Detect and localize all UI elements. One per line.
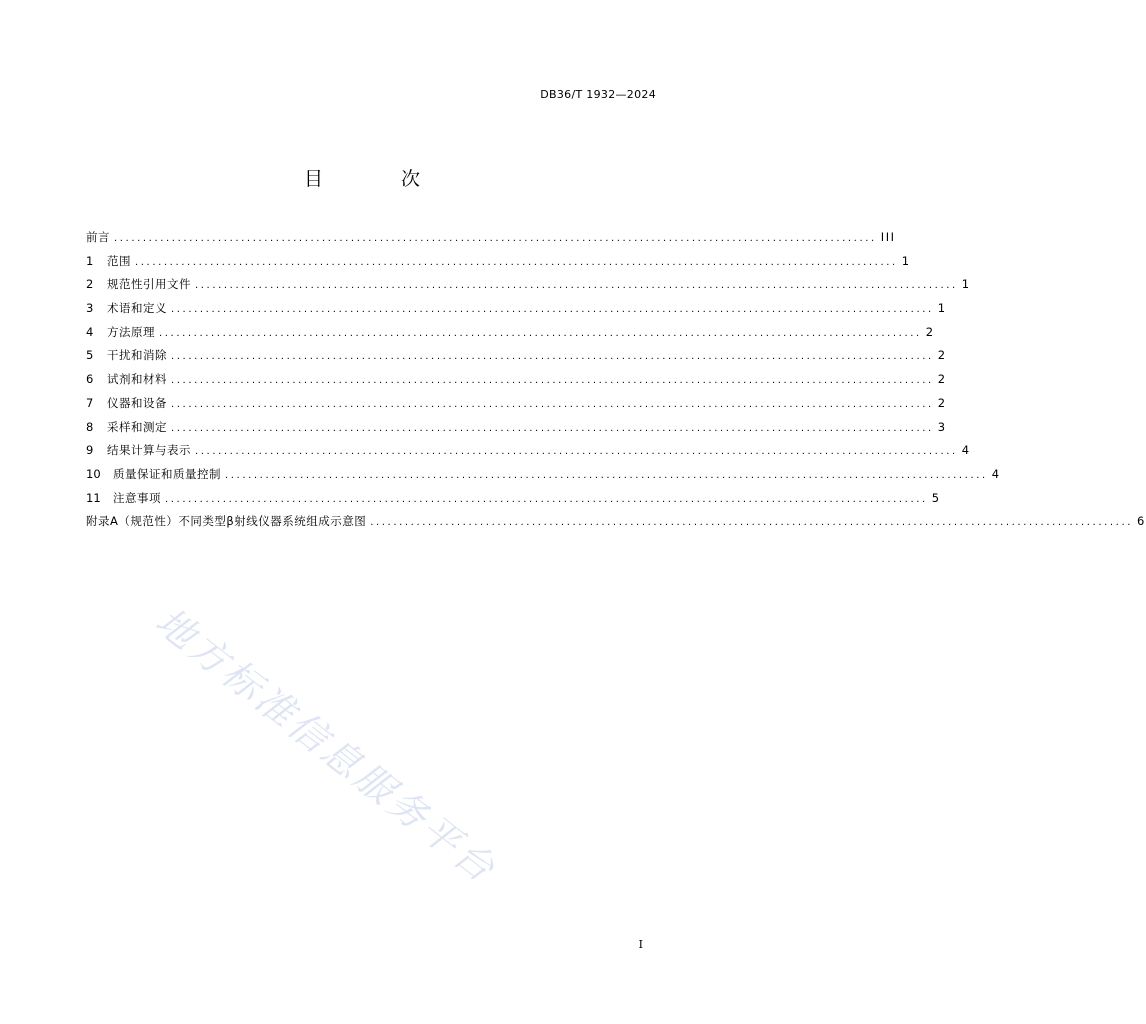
toc-title: 目 次	[303, 168, 457, 190]
toc-entry-number: 2	[86, 277, 94, 292]
toc-leader-dots: ....................................................................................................................................	[171, 422, 934, 434]
toc-leader-dots: ....................................................................................................................................	[135, 256, 898, 268]
toc-entry-results[interactable]	[86, 441, 971, 465]
toc-entry-page: 1	[937, 301, 947, 316]
toc-entry-label: 采样和测定	[107, 419, 167, 434]
toc-entry-number: 6	[86, 372, 94, 387]
toc-entry-number: 1	[86, 253, 94, 268]
toc-list	[86, 228, 1146, 536]
toc-entry-normative-references[interactable]	[86, 275, 971, 299]
toc-entry-label: 注意事项	[113, 490, 161, 505]
toc-entry-number: 9	[86, 443, 94, 458]
toc-entry-reagents[interactable]	[86, 370, 947, 394]
toc-entry-label: 仪器和设备	[107, 395, 167, 410]
toc-entry-page: 4	[991, 466, 1001, 481]
toc-entry-page: 2	[937, 372, 947, 387]
toc-entry-number: 10	[86, 466, 101, 481]
toc-entry-page: 1	[901, 253, 911, 268]
toc-entry-label: 前言	[86, 230, 110, 244]
toc-entry-instruments[interactable]	[86, 394, 947, 418]
toc-entry-scope[interactable]	[86, 252, 911, 276]
toc-entry-label: 术语和定义	[107, 301, 167, 316]
toc-entry-page: 4	[961, 443, 971, 458]
toc-entry-precautions[interactable]	[86, 489, 941, 513]
toc-leader-dots: ....................................................................................................................................	[159, 327, 922, 339]
toc-entry-number: 8	[86, 419, 94, 434]
toc-entry-number: 7	[86, 395, 94, 410]
toc-entry-label: 结果计算与表示	[107, 443, 191, 458]
toc-entry-appendix-a[interactable]	[86, 512, 1146, 536]
toc-leader-dots: ....................................................................................................................................	[171, 398, 934, 410]
toc-leader-dots: ....................................................................................................................................	[165, 493, 928, 505]
toc-entry-label: 附录A（规范性）不同类型β射线仪器系统组成示意图	[86, 514, 367, 529]
toc-entry-page: 2	[937, 348, 947, 363]
toc-entry-number: 11	[86, 490, 101, 505]
toc-entry-page: 6	[1137, 514, 1146, 529]
toc-leader-dots: ....................................................................................................................................	[171, 351, 934, 363]
toc-entry-terms-definitions[interactable]	[86, 299, 947, 323]
toc-leader-dots: ....................................................................................................................................	[171, 375, 934, 387]
toc-entry-page: 2	[925, 324, 935, 339]
toc-leader-dots: ....................................................................................................................................	[195, 280, 958, 292]
page-number: I	[638, 938, 643, 951]
toc-entry-number: 3	[86, 301, 94, 316]
toc-entry-number: 5	[86, 348, 94, 363]
toc-leader-dots: ....................................................................................................................................	[114, 233, 877, 244]
toc-entry-page: III	[880, 230, 896, 244]
toc-entry-foreword[interactable]	[86, 228, 896, 252]
toc-entry-quality-control[interactable]	[86, 465, 1001, 489]
toc-entry-label: 试剂和材料	[107, 372, 167, 387]
toc-entry-label: 范围	[107, 253, 131, 268]
toc-entry-sampling[interactable]	[86, 418, 947, 442]
toc-entry-method-principle[interactable]	[86, 323, 935, 347]
toc-entry-page: 1	[961, 277, 971, 292]
toc-entry-label: 方法原理	[107, 324, 155, 339]
toc-leader-dots: ....................................................................................................................................	[171, 304, 934, 316]
toc-entry-label: 干扰和消除	[107, 348, 167, 363]
toc-entry-label: 质量保证和质量控制	[113, 466, 221, 481]
toc-entry-page: 5	[931, 490, 941, 505]
toc-entry-interference[interactable]	[86, 346, 947, 370]
watermark: 地方标准信息服务平台	[147, 599, 506, 893]
toc-entry-page: 2	[937, 395, 947, 410]
document-code: DB36/T 1932—2024	[540, 88, 656, 101]
toc-leader-dots: ....................................................................................................................................	[195, 446, 958, 458]
toc-entry-number: 4	[86, 324, 94, 339]
toc-entry-label: 规范性引用文件	[107, 277, 191, 292]
toc-leader-dots: ....................................................................................................................................	[225, 469, 988, 481]
toc-entry-page: 3	[937, 419, 947, 434]
toc-leader-dots: ....................................................................................................................................	[370, 517, 1134, 529]
